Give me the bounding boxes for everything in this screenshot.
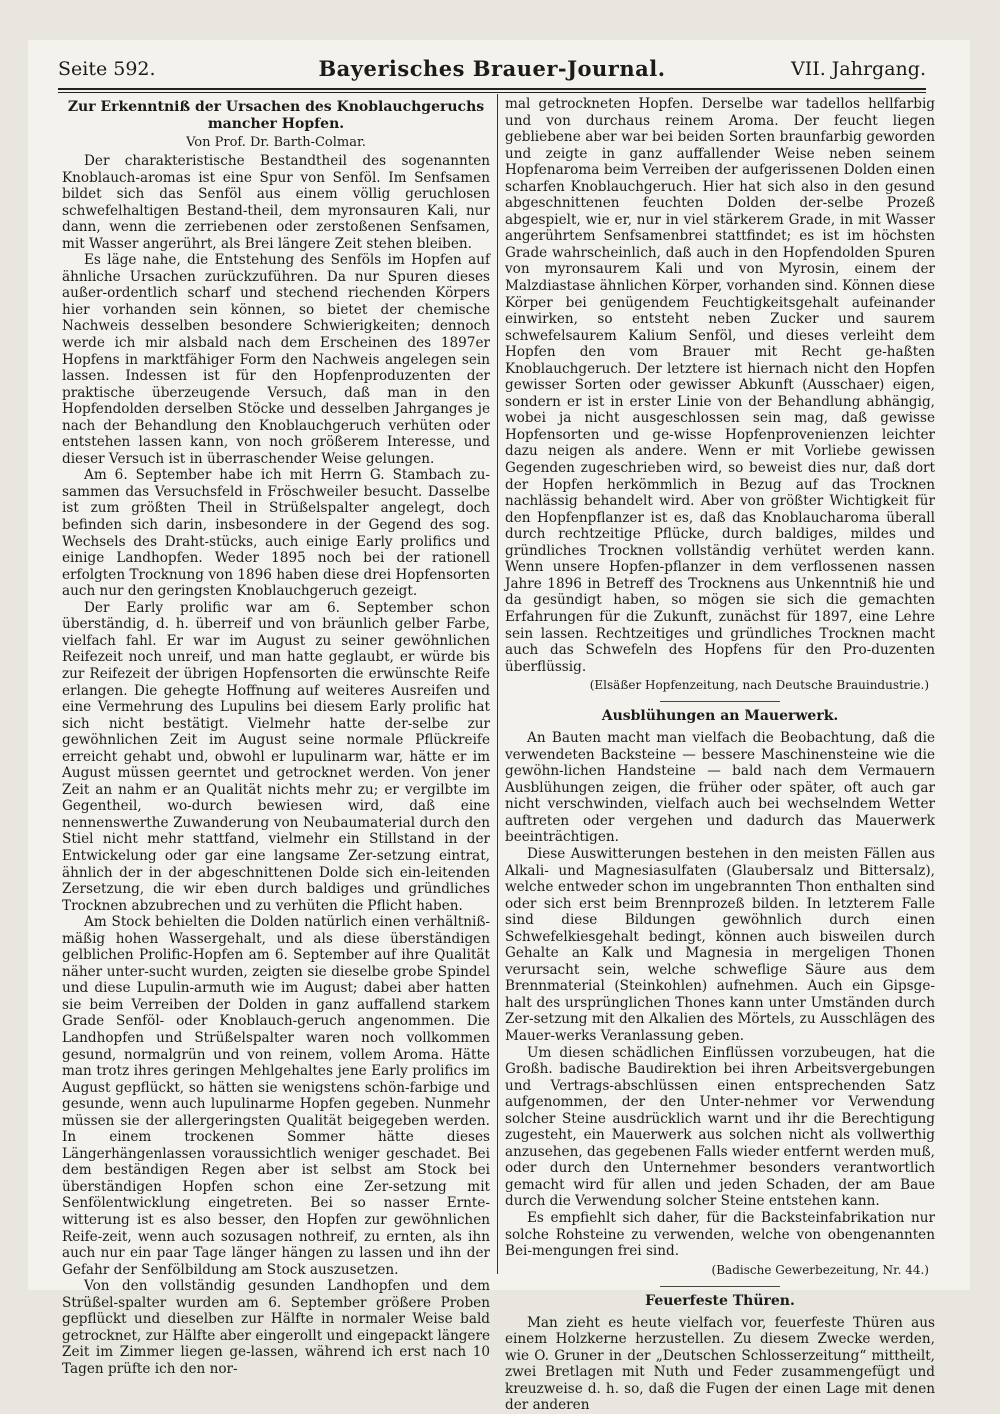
article-title: Feuerfeste Thüren. bbox=[645, 1292, 795, 1309]
article-source: (Elsäßer Hopfenzeitung, nach Deutsche Brauindustrie.) bbox=[589, 678, 929, 693]
journal-title: Bayerisches Brauer-Journal. bbox=[318, 56, 666, 81]
paragraph: Es empfiehlt sich daher, für die Backsteinfabrikation nur solche Rohsteine zu verwenden, welche von obengenannten Bei-mengungen frei sind. bbox=[505, 1210, 935, 1260]
article-title: Ausblühungen an Mauerwerk. bbox=[601, 708, 839, 725]
paragraph: Der charakteristische Bestandtheil des sogenannten Knoblauch-aromas ist eine Spur von Senföl. Im Senfsamen bildet sich das Senföl aus einem völlig geruchlosen schwefelhaltigen Bestand-theil, dem myronsauren Kali, nur dann, wenn die zerriebenen oder zerstoßenen Senfsamen, mit Wasser angerührt, als Brei längere Zeit stehen bleiben. bbox=[62, 153, 490, 252]
right-column bbox=[505, 96, 935, 1414]
paragraph: Am Stock behielten die Dolden natürlich einen verhältniß-mäßig hohen Wassergehalt, und als diese überständigen gelblichen Prolific-Hopfen am 6. September auf ihre Qualität näher unter-sucht wurden, zeigten sie dieselbe grobe Spindel und diese Lupulin-armuth wie im August; dabei aber hatten sie beim Verreiben der Dolden in ganz auffallend starkem Grade Senföl- oder Knoblauch-geruch angenommen. Die Landhopfen und Strüßelspalter waren noch vollkommen gesund, normalgrün und von reinem, vollem Aroma. Hätte man trotz ihres geringen Mehlgehaltes jene Early prolifics im August gepflückt, so hätten sie wenigstens schön-farbige und gesunde, wenn auch lupulinarme Hopfen gegeben. Nunmehr müssen sie der allergeringsten Qualität beigegeben werden. In einem trockenen Sommer hätte dieses Längerhängenlassen voraussichtlich weniger geschadet. Bei dem beständigen Regen aber ist selbst am Stock bei überständigen Hopfen schon eine Zer-setzung mit Senfölentwicklung eingetreten. Bei so nasser Ernte-witterung ist es also besser, den Hopfen zur gewöhnlichen Reife-zeit, wenn auch sozusagen nothreif, zu ernten, als ihn auch nur ein paar Tage länger hängen zu lassen und ihn der Gefahr der Senfölbildung am Stock auszusetzen. bbox=[62, 914, 490, 1278]
article-byline: Von Prof. Dr. Barth-Colmar. bbox=[186, 135, 366, 150]
paragraph: Man zieht es heute vielfach vor, feuerfeste Thüren aus einem Holzkerne herzustellen. Zu diesem Zwecke werden, wie O. Gruner in der „Deutschen Schlosserzeitung“ mittheilt, zwei Bretlagen mit Nuth und Feder zusammengefügt und kreuzweise d. h. so, daß die Fugen der einen Lage mit denen der anderen bbox=[505, 1314, 935, 1414]
page-number: Seite 592. bbox=[58, 58, 156, 80]
page-header bbox=[58, 56, 926, 84]
paragraph: An Bauten macht man vielfach die Beobachtung, daß die verwendeten Backsteine — bessere Maschinensteine wie die gewöhn-lichen Handsteine — bald nach dem Vermauern Ausblühungen zeigen, die früher oder später, oft auch gar nicht verschwinden, vielfach auch bei wechselndem Wetter auftreten oder vergehen und dadurch das Mauerwerk beeinträchtigen. bbox=[505, 730, 935, 846]
paragraph: Es läge nahe, die Entstehung des Senföls im Hopfen auf ähnliche Ursachen zurückzuführen. Da nur Spuren dieses außer-ordentlich scharf und stechend riechenden Körpers hier vorhanden sein können, so bietet der chemische Nachweis desselben besondere Schwierigkeiten; dennoch werde ich mir alsbald nach dem Erscheinen des 1897er Hopfens in marktfähiger Form den Nachweis angelegen sein lassen. Indessen ist für den Hopfenproduzenten der praktische überzeugende Versuch, daß man in den Hopfendolden derselben Stöcke und desselben Jahrganges je nach der Behandlung den Knoblauchgeruch verhüten oder entstehen lassen kann, von noch größerem Interesse, und dieser Versuch ist in überraschender Weise gelungen. bbox=[62, 252, 490, 467]
article-source: (Badische Gewerbezeitung, Nr. 44.) bbox=[711, 1262, 929, 1277]
paragraph: Der Early prolific war am 6. September schon überständig, d. h. überreif und von bräunlich gelber Farbe, vielfach fahl. Er war im August zu seiner gewöhnlichen Reifezeit noch unreif, und man hatte geglaubt, er würde bis zur Reifezeit der übrigen Hopfensorten die erwünschte Reife erlangen. Die gehegte Hoffnung auf weiteres Ausreifen und eine Vermehrung des Lupulins bei diesem Early prolific hat sich nicht bestätigt. Vielmehr hatte der-selbe zur gewöhnlichen Zeit im August seine normale Pflückreife erreicht gehabt und, obwohl er lupulinarm war, hätte er im August müssen geerntet und getrocknet werden. Von jener Zeit an nahm er an Qualität nichts mehr zu; er vergilbte im Gegentheil, wo-durch bewiesen wird, daß eine nennenswerthe Zuwanderung von Neubaumaterial durch den Stiel nicht mehr stattfand, vielmehr ein Stillstand in der Entwickelung oder gar eine langsame Zer-setzung eintrat, ähnlich der in der abgeschnittenen Dolde sich ein-leitenden Zersetzung, die wir eben durch baldiges und gründliches Trocknen abzubrechen und zu verhüten die Pflicht haben. bbox=[62, 599, 490, 914]
section-divider bbox=[660, 1286, 780, 1287]
paragraph: Um diesen schädlichen Einflüssen vorzubeugen, hat die Großh. badische Baudirektion bei ihren Arbeitsvergebungen und Vertrags-abschlüssen einen entsprechenden Satz aufgenommen, der den Unter-nehmer vor Verwendung solcher Steine ausdrücklich warnt und ihr die Berechtigung zugesteht, ein Mauerwerk aus solchen nicht als vollwerthig anzusehen, das gegebenen Falls wieder entfernt werden muß, oder durch den Unternehmer besonders verantwortlich gemacht wird für allen und jeden Schaden, der am Baue durch die Verwendung solcher Steine entstehen kann. bbox=[505, 1044, 935, 1210]
article-title: Zur Erkenntniß der Ursachen des Knoblauchgeruchs mancher Hopfen. bbox=[67, 99, 485, 132]
paragraph: Am 6. September habe ich mit Herrn G. Stambach zu-sammen das Versuchsfeld in Fröschweiler besucht. Dasselbe ist zum größten Theil in Strüßelspalter angelegt, doch befinden sich darin, insbesondere in der Gegend des sog. Wechsels des Draht-stücks, auch einige Early prolifics und einige Landhopfen. Weder 1895 noch bei der rationell erfolgten Trocknung von 1896 haben diese drei Hopfensorten auch nur den geringsten Knoblauchgeruch gezeigt. bbox=[62, 467, 490, 600]
header-rule bbox=[58, 88, 926, 90]
paragraph: Diese Auswitterungen bestehen in den meisten Fällen aus Alkali- und Magnesiasulfaten (Glaubersalz und Bittersalz), welche entweder schon im ungebrannten Thon enthalten sind oder sich erst beim Brennprozeß bilden. In letzterem Falle sind diese Bildungen gewöhnlich durch einen Schwefelkiesgehalt bedingt, können auch bisweilen durch Gehalte an Kalk und Magnesia in mergeligen Thonen verursacht sein, welche schweflige Säure aus dem Brennmaterial (Steinkohlen) aufnehmen. Auch ein Gipsge-halt des ursprünglichen Thones kann unter Umständen durch Zer-setzung mit den Alkalien des Mörtels, zu Ausschlägen des Mauer-werks Veranlassung geben. bbox=[505, 845, 935, 1044]
column-divider bbox=[497, 94, 498, 1274]
paragraph: Von den vollständig gesunden Landhopfen und dem Strüßel-spalter wurden am 6. September größere Proben gepflückt und dieselben zur Hälfte in normaler Weise bald getrocknet, zur Hälfte aber eingerollt und eingepackt längere Zeit im Zimmer liegen ge-lassen, während ich erst nach 10 Tagen prüfte ich den nor- bbox=[62, 1278, 490, 1377]
left-column bbox=[62, 96, 490, 1377]
volume-label: VII. Jahrgang. bbox=[790, 58, 926, 80]
section-divider bbox=[660, 701, 780, 702]
header-rule-thin bbox=[58, 92, 926, 93]
paragraph-continued: mal getrockneten Hopfen. Derselbe war tadellos hellfarbig und von durchaus reinem Aroma. Der feucht liegen gebliebene aber war bei beiden Sorten braunfarbig geworden und zeigte in ganz auffallender Weise neben seinem Hopfenaroma beim Verreiben der aufgerissenen Dolden einen scharfen Knoblauchgeruch. Hier hat sich also in den gesund abgeschnittenen feuchten Dolden der-selbe Prozeß abgespielt, wie er, nur in viel stärkerem Grade, in mit Wasser angerührtem Senfsamenbrei stattfindet; es ist im höchsten Grade wahrscheinlich, daß auch in den Hopfendolden Spuren von myronsaurem Kali und von Myrosin, einem der Malzdiastase ähnlichen Körper, vorhanden sind. Können diese Körper bei genügendem Feuchtigkeitsgehalt aufeinander einwirken, so entsteht neben Zucker und saurem schwefelsaurem Kalium Senföl, und dieses verleiht dem Hopfen den vom Brauer mit Recht ge-haßten Knoblauchgeruch. Der letztere ist hiernach nicht den Hopfen gewisser Sorten oder gewisser Abkunft (Ausschaer) eigen, sondern er ist in erster Linie von der Behandlung abhängig, wobei ja nicht ausgeschlossen sein mag, daß gewisse Hopfensorten und ge-wisse Hopfenprovenienzen leichter dazu neigen als andere. Wenn er mit Vorliebe gewissen Gegenden zugeschrieben wird, so beweist dies nur, daß dort der Hopfen herkömmlich in Bezug auf das Trocknen nachlässig behandelt wird. Aber von größter Wichtigkeit für den Hopfenpflanzer ist es, daß das Knoblaucharoma überall durch rechtzeitige Pflücke, durch baldiges, mildes und gründliches Trocknen vollständig verhütet werden kann. Wenn unsere Hopfen-pflanzer in dem verflossenen nassen Jahre 1896 in Betreff des Trocknens aus Unkenntniß hie und da gesündigt haben, so mögen sie sich die gemachten Erfahrungen für die Zukunft, zunächst für 1897, eine Lehre sein lassen. Rechtzeitiges und gründliches Trocknen macht auch das Schwefeln des Hopfens für den Pro-duzenten überflüssig. bbox=[505, 96, 935, 675]
